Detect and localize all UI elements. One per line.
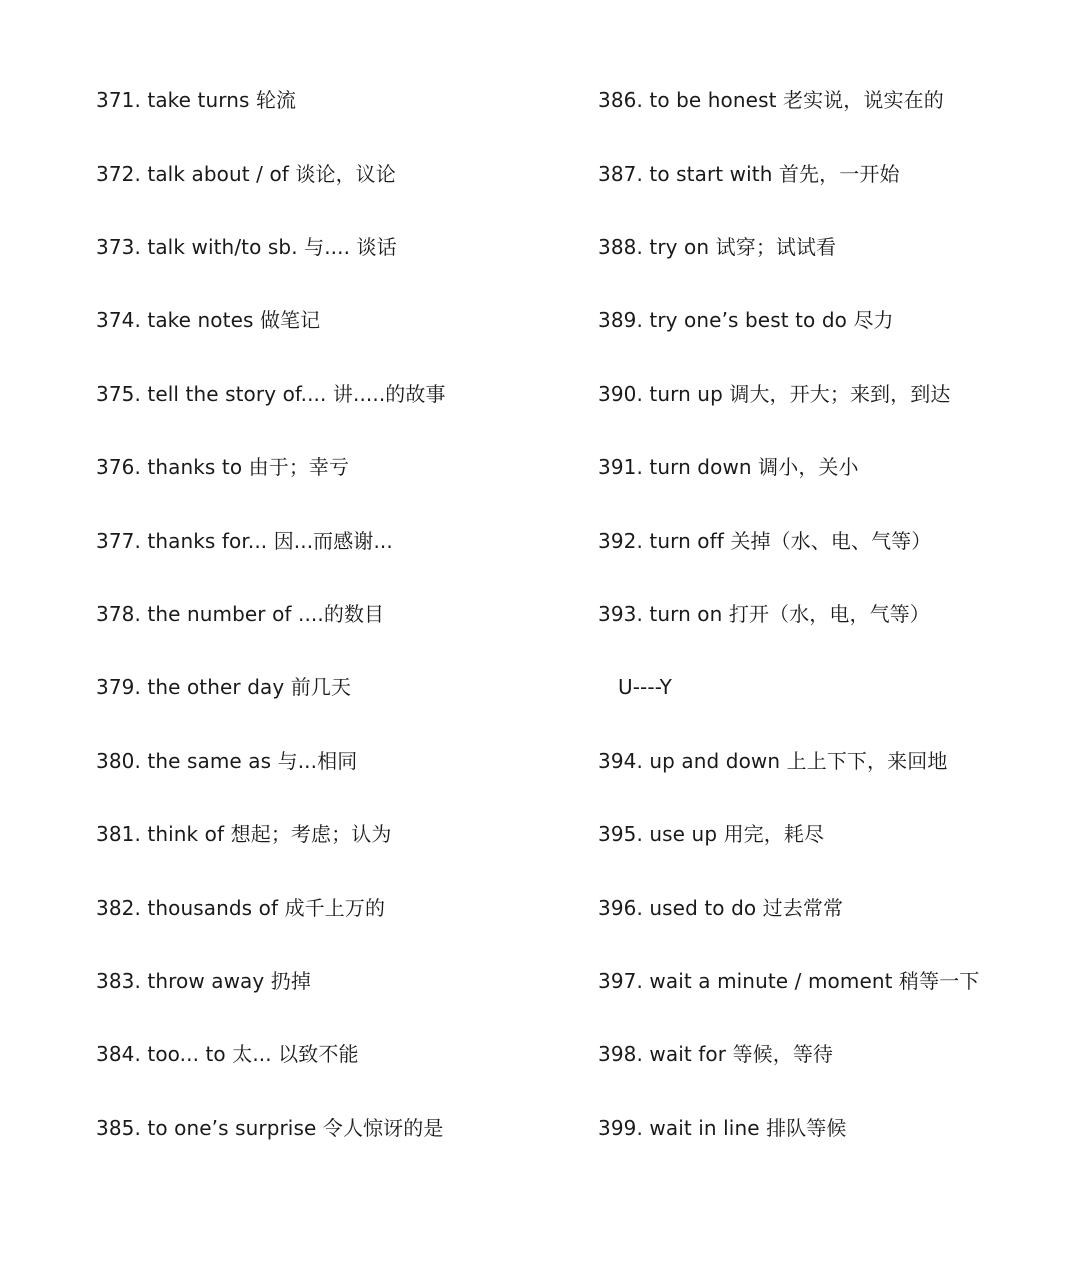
phrase-entry: 377. thanks for... 因...而感谢... xyxy=(96,529,393,553)
phrase-entry: 381. think of 想起；考虑；认为 xyxy=(96,822,392,846)
phrase-entry: 380. the same as 与...相同 xyxy=(96,749,358,773)
phrase-entry: 398. wait for 等候，等待 xyxy=(598,1042,834,1066)
phrase-entry: 374. take notes 做笔记 xyxy=(96,308,321,332)
phrase-entry: 396. used to do 过去常常 xyxy=(598,896,844,920)
phrase-entry: 394. up and down 上上下下，来回地 xyxy=(598,749,948,773)
phrase-entry: 372. talk about / of 谈论，议论 xyxy=(96,162,396,186)
section-heading: U----Y xyxy=(618,675,672,699)
phrase-entry: 373. talk with/to sb. 与.... 谈话 xyxy=(96,235,397,259)
phrase-entry: 395. use up 用完，耗尽 xyxy=(598,822,825,846)
phrase-entry: 390. turn up 调大，开大；来到，到达 xyxy=(598,382,951,406)
phrase-entry: 399. wait in line 排队等候 xyxy=(598,1116,847,1140)
phrase-entry: 391. turn down 调小，关小 xyxy=(598,455,859,479)
phrase-entry: 385. to one’s surprise 令人惊讶的是 xyxy=(96,1116,444,1140)
phrase-entry: 386. to be honest 老实说，说实在的 xyxy=(598,88,944,112)
phrase-entry: 393. turn on 打开（水，电，气等） xyxy=(598,602,930,626)
phrase-entry: 382. thousands of 成千上万的 xyxy=(96,896,386,920)
phrase-entry: 388. try on 试穿；试试看 xyxy=(598,235,837,259)
phrase-entry: 376. thanks to 由于；幸亏 xyxy=(96,455,350,479)
phrase-entry: 383. throw away 扔掉 xyxy=(96,969,312,993)
phrase-entry: 397. wait a minute / moment 稍等一下 xyxy=(598,969,980,993)
phrase-entry: 375. tell the story of.... 讲.....的故事 xyxy=(96,382,446,406)
phrase-entry: 384. too... to 太... 以致不能 xyxy=(96,1042,359,1066)
phrase-entry: 392. turn off 关掉（水、电、气等） xyxy=(598,529,932,553)
phrase-entry: 371. take turns 轮流 xyxy=(96,88,297,112)
phrase-entry: 387. to start with 首先，一开始 xyxy=(598,162,900,186)
phrase-entry: 389. try one’s best to do 尽力 xyxy=(598,308,894,332)
phrase-entry: 378. the number of ....的数目 xyxy=(96,602,385,626)
phrase-entry: 379. the other day 前几天 xyxy=(96,675,352,699)
